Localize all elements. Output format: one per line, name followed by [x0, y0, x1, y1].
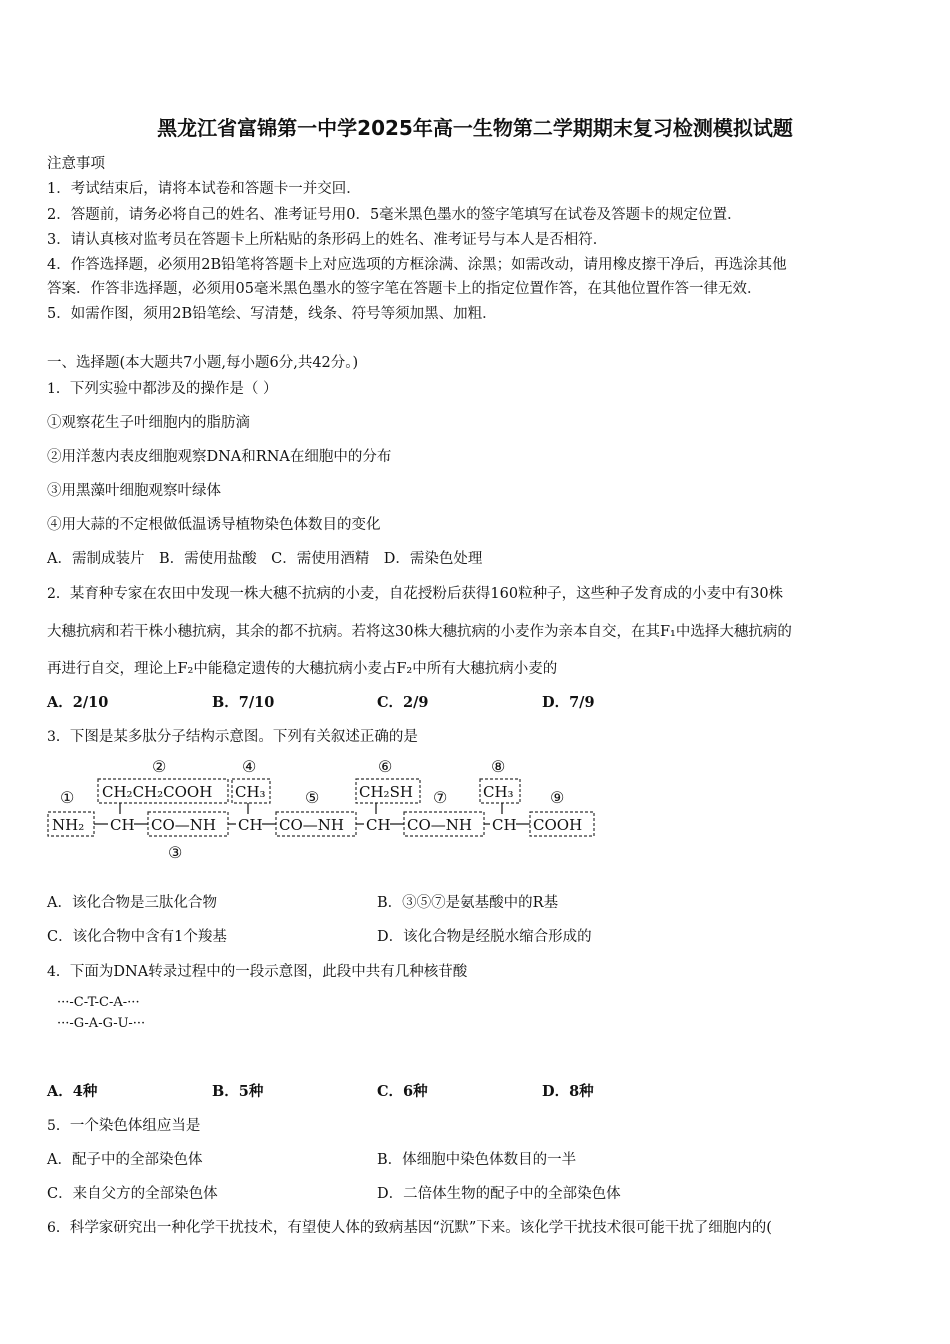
section-heading: 一、选择题(本大题共7小题,每小题6分,共42分。) [47, 355, 359, 371]
q2-stem-line: 大穗抗病和若干株小穗抗病，其余的都不抗病。若将这30株大穗抗病的小麦作为亲本自交，在其F₁中选择大穗抗病的 [47, 624, 792, 640]
carbon-4: CH [492, 816, 517, 834]
option-c[interactable]: C．该化合物中含有1个羧基 [47, 929, 227, 945]
group-1: NH₂ [52, 816, 85, 834]
question-number: 4． [47, 964, 70, 980]
carbon-2: CH [238, 816, 263, 834]
option-c[interactable]: C．来自父方的全部染色体 [47, 1186, 218, 1202]
carbon-3: CH [366, 816, 391, 834]
question-number: 5． [47, 1118, 70, 1134]
notice-item: 2．答题前，请务必将自己的姓名、准考证号用0．5毫米黑色墨水的签字笔填写在试卷及答题卡的规定位置． [47, 207, 742, 223]
notice-item: 3．请认真核对监考员在答题卡上所粘贴的条形码上的姓名、准考证号与本人是否相符． [47, 232, 608, 248]
question-stem: 下列实验中都涉及的操作是（ ） [69, 381, 278, 397]
option-d[interactable]: D．二倍体生物的配子中的全部染色体 [377, 1186, 621, 1202]
q2-stem-line: 再进行自交，理论上F₂中能稳定遗传的大穗抗病小麦占F₂中所有大穗抗病小麦的 [47, 661, 558, 677]
rna-strand: ···-G-A-G-U-··· [57, 1016, 146, 1031]
label-4: ④ [242, 757, 257, 776]
group-8: CH₃ [483, 783, 514, 801]
option-d[interactable]: D．8种 [542, 1083, 594, 1100]
notice-item: 1．考试结束后，请将本试卷和答题卡一并交回． [47, 181, 361, 197]
question-6 [47, 1216, 772, 1237]
q1-options: A．需制成装片 B．需使用盐酸 C．需使用酒精 D．需染色处理 [47, 551, 483, 567]
question-stem: 某育种专家在农田中发现一株大穗不抗病的小麦，自花授粉后获得160粒种子，这些种子发育成的小麦中有30株 [69, 586, 784, 602]
question-number: 3． [47, 729, 70, 745]
label-1: ① [60, 788, 75, 807]
notice-heading: 注意事项 [47, 156, 105, 172]
option-b[interactable]: B．体细胞中染色体数目的一半 [377, 1152, 577, 1168]
notice-item: 5．如需作图，须用2B铅笔绘、写清楚，线条、符号等须加黑、加粗． [47, 306, 497, 322]
question-2 [47, 582, 783, 603]
question-number: 6． [47, 1220, 70, 1236]
question-stem: 下图是某多肽分子结构示意图。下列有关叙述正确的是 [69, 729, 418, 745]
option-b[interactable]: B．③⑤⑦是氨基酸中的R基 [377, 895, 559, 911]
option-a[interactable]: A．4种 [47, 1083, 98, 1100]
polypeptide-figure [40, 752, 610, 864]
option-a[interactable]: A．该化合物是三肽化合物 [47, 895, 217, 911]
label-8: ⑧ [491, 757, 506, 776]
group-7: CO—NH [407, 816, 472, 834]
group-2: CH₂CH₂COOH [102, 783, 213, 801]
group-9: COOH [533, 816, 583, 834]
question-1 [47, 377, 278, 398]
dna-strand: ···-C-T-C-A-··· [57, 995, 140, 1010]
group-6: CH₂SH [359, 783, 413, 801]
notice-item: 4．作答选择题，必须用2B铅笔将答题卡上对应选项的方框涂满、涂黑；如需改动，请用橡皮擦干净后，再选涂其他 [47, 257, 787, 273]
label-5: ⑤ [305, 788, 320, 807]
option-a[interactable]: A．配子中的全部染色体 [47, 1152, 203, 1168]
notice-item: 答案．作答非选择题，必须用05毫米黑色墨水的签字笔在答题卡上的指定位置作答，在其他位置作答一律无效． [47, 281, 762, 297]
question-4 [47, 960, 467, 981]
group-5: CO—NH [279, 816, 344, 834]
question-stem: 一个染色体组应当是 [69, 1118, 201, 1134]
option-d[interactable]: D．该化合物是经脱水缩合形成的 [377, 929, 592, 945]
group-4: CH₃ [235, 783, 266, 801]
q1-item: ④用大蒜的不定根做低温诱导植物染色体数目的变化 [47, 517, 381, 533]
q1-item: ①观察花生子叶细胞内的脂肪滴 [47, 415, 250, 431]
option-a[interactable]: A．2/10 [47, 694, 109, 711]
page-title: 黑龙江省富锦第一中学2025年高一生物第二学期期末复习检测模拟试题 [157, 116, 793, 140]
group-3: CO—NH [151, 816, 216, 834]
option-b[interactable]: B．7/10 [212, 694, 275, 711]
question-stem: 科学家研究出一种化学干扰技术，有望使人体的致病基因“沉默”下来。该化学干扰技术很可能干扰了细胞内的( [69, 1220, 772, 1236]
question-number: 1． [47, 381, 70, 397]
option-d[interactable]: D．7/9 [542, 694, 595, 711]
q1-item: ③用黑藻叶细胞观察叶绿体 [47, 483, 221, 499]
label-7: ⑦ [433, 788, 448, 807]
q1-item: ②用洋葱内表皮细胞观察DNA和RNA在细胞中的分布 [47, 449, 392, 465]
question-stem: 下面为DNA转录过程中的一段示意图，此段中共有几种核苷酸 [69, 964, 468, 980]
carbon-1: CH [110, 816, 135, 834]
label-6: ⑥ [378, 757, 393, 776]
question-5 [47, 1114, 200, 1135]
option-c[interactable]: C．6种 [377, 1083, 428, 1100]
option-b[interactable]: B．5种 [212, 1083, 264, 1100]
question-number: 2． [47, 586, 70, 602]
label-2: ② [152, 757, 167, 776]
label-9: ⑨ [550, 788, 565, 807]
label-3: ③ [168, 843, 183, 862]
question-3 [47, 725, 418, 746]
option-c[interactable]: C．2/9 [377, 694, 429, 711]
